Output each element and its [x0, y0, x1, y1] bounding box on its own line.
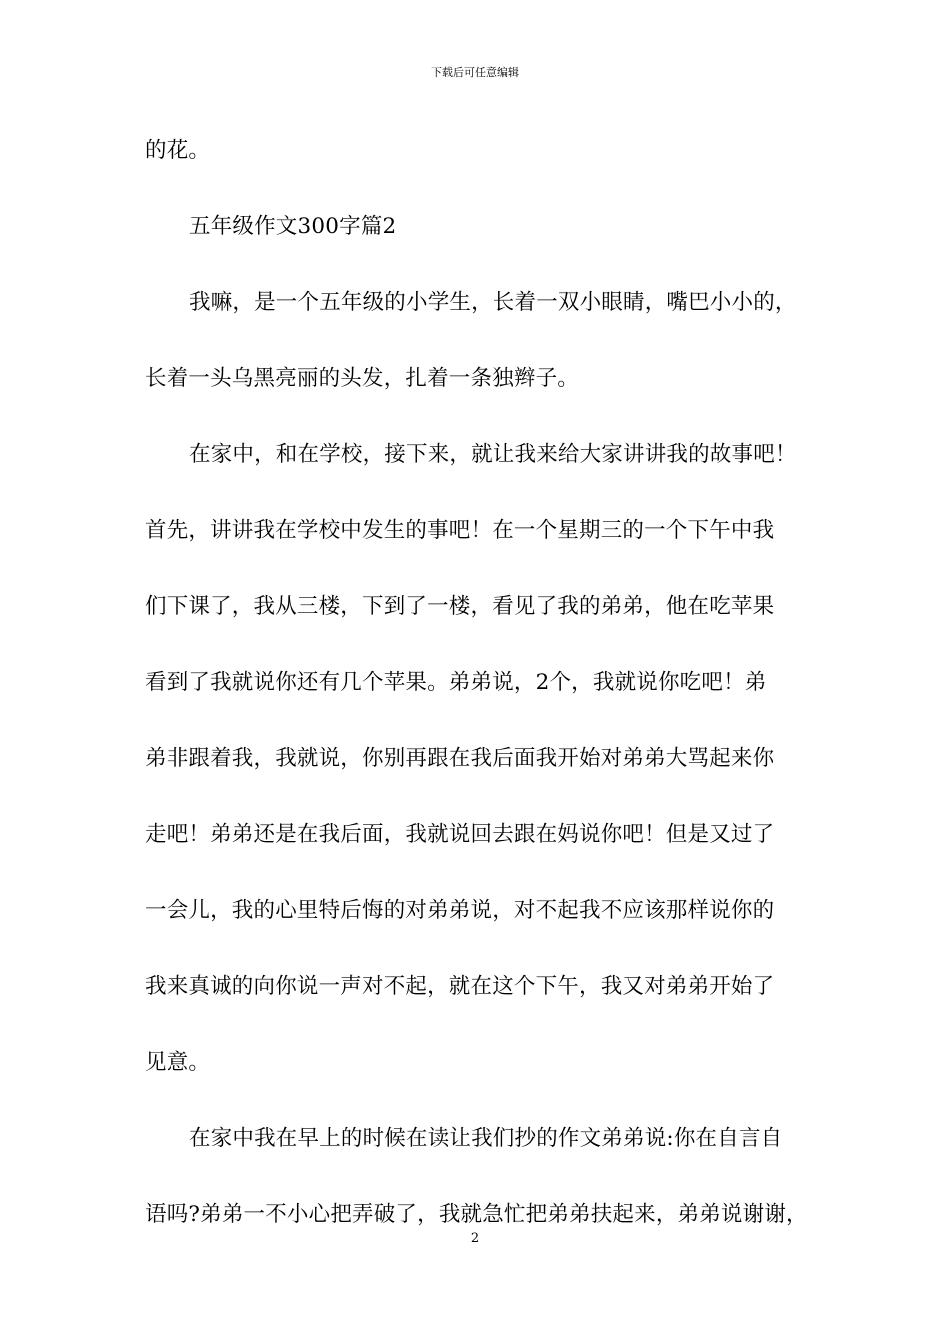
- text-line: 长着一头乌黑亮丽的头发，扎着一条独辫子。: [145, 366, 580, 391]
- text-line: 们下课了，我从三楼，下到了一楼，看见了我的弟弟，他在吃苹果: [145, 594, 775, 619]
- text-line: 语吗?弟弟一不小心把弄破了，我就急忙把弟弟扶起来，弟弟说谢谢，: [145, 1202, 808, 1227]
- text-line: 见意。: [145, 1050, 211, 1075]
- text-line: 我嘛，是一个五年级的小学生，长着一双小眼睛，嘴巴小小的，: [189, 290, 797, 315]
- page-header: 下载后可任意编辑: [431, 66, 519, 79]
- text-line: 首先，讲讲我在学校中发生的事吧！在一个星期三的一个下午中我: [145, 518, 775, 543]
- document-body: [145, 128, 815, 1268]
- section-heading: 五年级作文300字篇2: [189, 214, 397, 239]
- text-line: 走吧！弟弟还是在我后面，我就说回去跟在妈说你吧！但是又过了: [145, 822, 775, 847]
- text-line: 在家中我在早上的时候在读让我们抄的作文弟弟说:你在自言自: [189, 1126, 783, 1151]
- text-line: 看到了我就说你还有几个苹果。弟弟说，2个，我就说你吃吧！弟: [145, 670, 767, 695]
- text-line: 我来真诚的向你说一声对不起，就在这个下午，我又对弟弟开始了: [145, 974, 775, 999]
- text-line: 的花。: [145, 138, 211, 163]
- text-line: 弟非跟着我，我就说，你别再跟在我后面我开始对弟弟大骂起来你: [145, 746, 775, 771]
- page-number: 2: [470, 1231, 480, 1246]
- text-line: 一会儿，我的心里特后悔的对弟弟说，对不起我不应该那样说你的: [145, 898, 775, 923]
- text-line: 在家中，和在学校，接下来，就让我来给大家讲讲我的故事吧！: [189, 442, 797, 467]
